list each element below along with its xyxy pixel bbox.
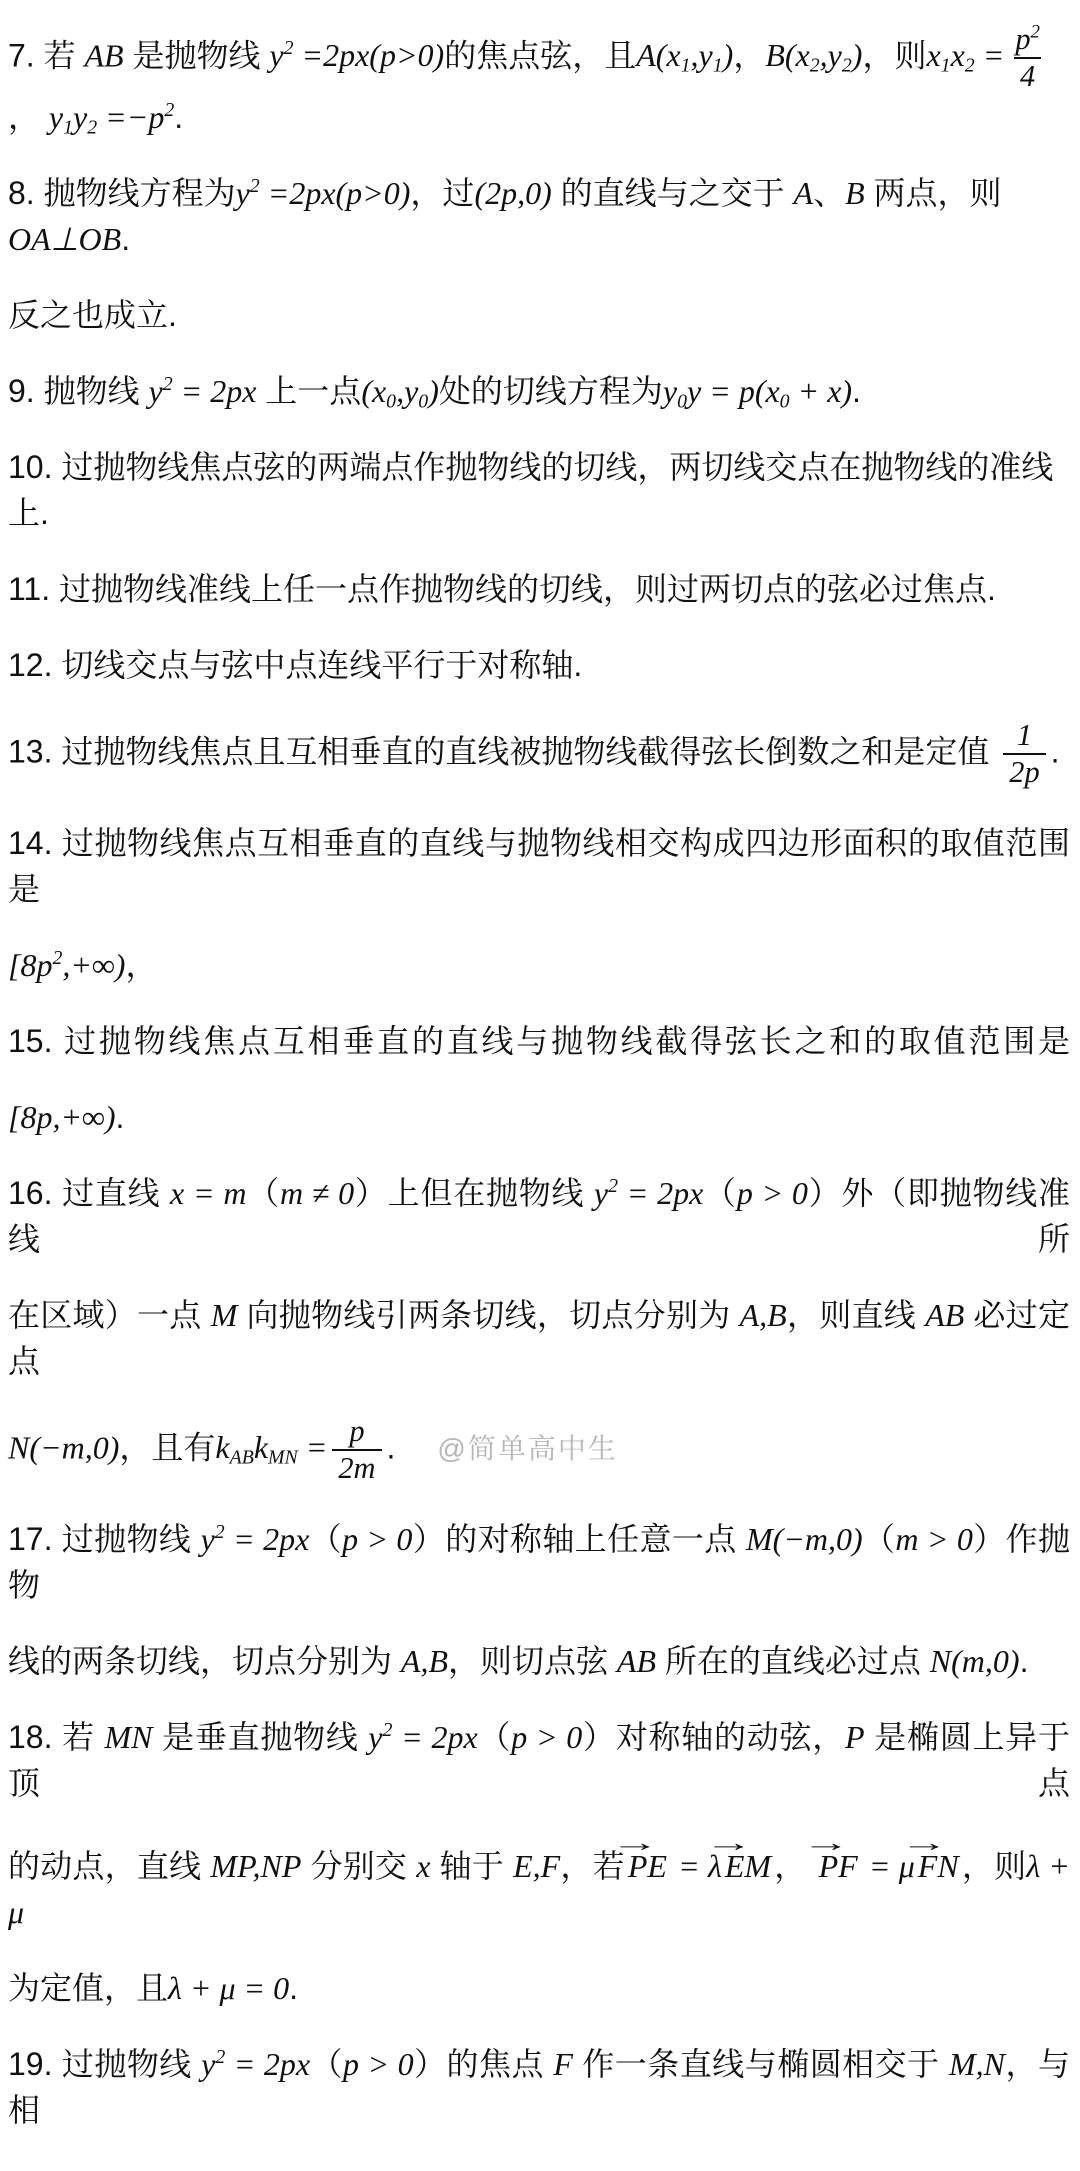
document-page [8,22,1070,2133]
document-line [8,2041,1070,2133]
document-line [8,566,1070,612]
text-segment: 线的两条切线，切点分别为 [8,1642,401,1679]
math-expression: M(−m,0) [745,1520,863,1557]
vector-expression [610,1827,667,1884]
watermark: @简单高中生 [437,1433,618,1465]
math-fraction [332,1414,381,1486]
fraction-denominator: 4 [1014,57,1041,94]
text-segment: 19. 过抛物线 [8,2045,202,2082]
text-segment: ）作抛物 [8,1520,1071,1603]
math-expression: p > 0 [343,2045,414,2082]
vector-arrow-icon: → [704,1827,753,1857]
math-expression: AB [616,1642,656,1679]
math-expression: x [416,1847,431,1884]
vector-expression [704,1827,772,1884]
document-line [8,642,1070,688]
math-fraction [1009,22,1046,94]
math-expression: $y_0y = p(x_0 + x)$ [662,372,853,413]
math-expression: $y^2 = 2px$ [148,372,257,409]
text-segment: . [115,1098,125,1135]
text-segment: （ [477,1718,512,1755]
document-line [8,1516,1070,1608]
vector-body: FN [917,1847,959,1884]
text-segment: . [1019,1642,1029,1679]
vector-body: EM [724,1847,772,1884]
math-expression: $y^2 =2px(p>0)$ [269,37,445,74]
document-line [8,1638,1070,1684]
math-expression: M,N [949,2045,1005,2082]
math-expression: AB [84,37,124,74]
text-segment: ， [125,946,158,983]
text-segment: ， [733,37,766,74]
fraction-numerator: 1 [1016,717,1033,752]
text-segment: ）对称轴的动弦， [582,1718,846,1755]
text-segment: 9. 抛物线 [8,372,149,409]
math-expression: m ≠ 0 [279,1174,355,1211]
math-expression: B [845,174,865,211]
text-segment: 的直线与之交于 [551,174,794,211]
text-segment: 为定值，且 [8,1969,169,2006]
text-segment: ，过 [410,174,475,211]
text-segment: 18. 若 [8,1718,105,1755]
fraction-numerator: $p^2$ [1015,21,1040,56]
text-segment: 轴于 [430,1847,514,1884]
math-expression: = λ [669,1847,722,1884]
math-expression: P [845,1718,865,1755]
math-expression: A,B [739,1296,787,1333]
text-segment: （ [862,1520,896,1557]
math-expression: p > 0 [342,1520,413,1557]
math-expression: A [793,174,814,211]
vector-arrow-icon: → [800,1827,850,1857]
vector-arrow-icon: → [899,1827,948,1857]
math-expression: $y^2 = 2px$ [201,2045,311,2082]
text-segment: 是椭圆上异于顶点 [8,1718,1070,1801]
vector-expression [899,1827,959,1884]
text-segment: ）的对称轴上任意一点 [412,1520,746,1557]
text-segment: 7. 若 [8,37,85,74]
math-expression: $B(x_2,y_2)$ [765,37,863,77]
math-expression: E,F [513,1847,561,1884]
text-segment: 的焦点弦，且 [444,37,637,74]
document-line [8,718,1070,790]
math-expression: p > 0 [736,1174,808,1211]
text-segment: 是垂直抛物线 [152,1718,369,1755]
text-segment: （ [310,2045,344,2082]
math-expression: $[8p^2,+\infty)$ [8,946,126,983]
math-expression: = μ [860,1847,915,1884]
text-segment: 14. 过抛物线焦点互相垂直的直线与抛物线相交构成四边形面积的取值范围是 [8,824,1070,907]
text-segment: ）的焦点 [413,2045,554,2082]
math-expression: $k_{AB}k_{MN}$ = [215,1429,328,1469]
math-fraction [1003,718,1045,790]
document-line [8,1170,1070,1262]
vector-body: PE [627,1847,667,1884]
text-segment: （ [246,1174,280,1211]
document-line [8,1094,1070,1140]
math-expression: [8p,+∞) [8,1098,116,1135]
vector-expression [800,1827,858,1884]
fraction-numerator: p [349,1413,365,1448]
document-line [8,820,1070,912]
math-expression: $A(x_1,y_1)$ [636,37,734,77]
text-segment: 10. 过抛物线焦点弦的两端点作抛物线的切线，两切线交点在抛物线的准线上. [8,448,1054,531]
text-segment: 处的切线方程为 [438,372,663,409]
document-line [8,1827,1070,1935]
text-segment: . [1050,733,1060,770]
text-segment: ，与相 [8,2045,1070,2128]
math-expression: $y^2 = 2px$ [200,1520,310,1557]
text-segment: . [852,372,861,409]
document-line [8,942,1070,988]
text-segment: . [121,220,131,257]
math-expression: A,B [400,1642,448,1679]
math-expression: $y^2 = 2px$ [593,1174,704,1211]
text-segment: ）外（即抛物线准线所 [8,1174,1070,1257]
text-segment: 所在的直线必过点 [656,1642,930,1679]
text-segment: 反之也成立. [8,296,177,333]
text-segment: 13. 过抛物线焦点且互相垂直的直线被抛物线截得弦长倒数之和是定值 [8,733,999,770]
text-segment: （ [703,1174,737,1211]
text-segment: 17. 过抛物线 [8,1520,201,1557]
text-segment: 必过定点 [8,1296,1070,1379]
text-segment: 8. 抛物线方程为 [8,174,236,211]
math-expression: x = m [170,1174,247,1211]
document-line [8,1714,1070,1806]
math-expression: m > 0 [895,1520,973,1557]
text-segment: 分别交 [301,1847,417,1884]
math-expression: λ + μ [8,1847,1070,1930]
document-line [8,1292,1070,1384]
text-segment: . [174,98,184,135]
text-segment: . [386,1429,396,1466]
math-expression: $y_1y_2 =-p^2$ [48,98,175,139]
math-expression: MN [104,1718,153,1755]
math-expression: MP,NP [210,1847,302,1884]
math-expression: OA⊥OB [8,220,122,257]
text-segment: ，则切点弦 [448,1642,617,1679]
document-line [8,22,1070,140]
math-expression: $x_1x_2$ = [926,37,1005,77]
math-expression: N(−m,0) [8,1429,120,1466]
text-segment: 11. 过抛物线准线上任一点作抛物线的切线，则过两切点的弦必过焦点. [8,570,996,607]
document-line [8,368,1070,414]
document-line [8,1414,1070,1486]
text-segment: 作一条直线与椭圆相交于 [572,2045,949,2082]
text-segment: 的动点，直线 [8,1847,211,1884]
text-segment: 15. 过抛物线焦点互相垂直的直线与抛物线截得弦长之和的取值范围是 [8,1022,1070,1059]
math-expression: $(x_0,y_0)$ [361,372,439,413]
math-expression: M [210,1296,238,1333]
text-segment: 两点，则 [864,174,1002,211]
text-segment: 、 [813,174,846,211]
text-segment: 16. 过直线 [8,1174,171,1211]
text-segment: ，则 [862,37,927,74]
math-expression: p > 0 [511,1718,583,1755]
text-segment: ，则直线 [786,1296,926,1333]
document-line [8,1018,1070,1064]
text-segment: （ [309,1520,343,1557]
document-line [8,170,1070,262]
math-expression: AB [925,1296,965,1333]
vector-body: PF [818,1847,858,1884]
text-segment: ）上但在抛物线 [354,1174,594,1211]
text-segment: 是抛物线 [123,37,270,74]
text-segment: 上一点 [256,372,362,409]
text-segment: ，且有 [119,1429,216,1466]
fraction-denominator: 2p [1003,753,1045,790]
text-segment: ， [774,1847,816,1884]
text-segment: ，则 [961,1847,1027,1884]
text-segment: 在区域）一点 [8,1296,211,1333]
text-segment: ，若 [560,1847,625,1884]
document-line [8,292,1070,338]
text-segment: 向抛物线引两条切线，切点分别为 [237,1296,740,1333]
math-expression: N(m,0) [929,1642,1020,1679]
fraction-denominator: 2m [332,1449,381,1486]
math-expression: $y^2 = 2px$ [368,1718,478,1755]
vector-arrow-icon: → [610,1827,659,1857]
math-expression: F [553,2045,573,2082]
text-segment: 12. 切线交点与弦中点连线平行于对称轴. [8,646,583,683]
text-segment: . [289,1969,299,2006]
text-segment: ， [8,98,49,135]
math-expression: (2p,0) [474,174,552,211]
document-line [8,444,1070,536]
math-expression: λ + μ = 0 [168,1969,290,2006]
document-line [8,1965,1070,2011]
math-expression: $y^2 =2px(p>0)$ [235,174,411,211]
